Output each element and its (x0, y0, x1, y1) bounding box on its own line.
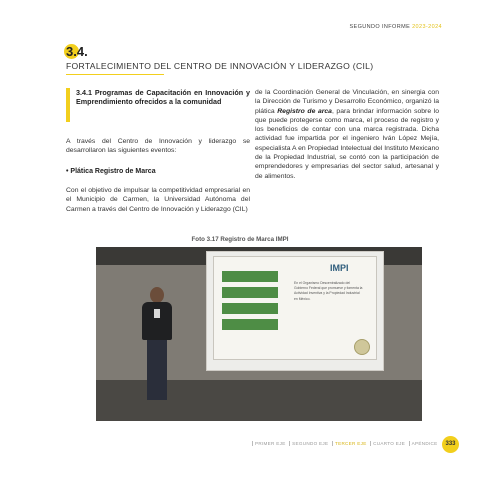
footer-tab[interactable]: APÉNDICE (409, 441, 440, 446)
slide-green-box (222, 303, 278, 314)
speaker-head (150, 287, 164, 303)
footer-tab[interactable]: SEGUNDO EJE (289, 441, 330, 446)
footer-tab[interactable]: CUARTO EJE (370, 441, 407, 446)
footer-tab-active[interactable]: TERCER EJE (332, 441, 369, 446)
section-number: 3.4. (66, 44, 88, 59)
slide-text: En el Organismo Descentralizado del Gobierno Federal que promueve y fomenta la Actividad Inventiva y la Propiedad Industrial en México. (294, 281, 363, 301)
photo-caption: Foto 3.17 Registro de Marca IMPI (191, 236, 289, 243)
header-label: SEGUNDO INFORME (349, 24, 411, 30)
photo-floor (96, 380, 422, 421)
speaker-badge (154, 309, 160, 318)
speaker-legs (147, 340, 167, 400)
presentation-slide (213, 256, 377, 360)
section-rule (66, 74, 164, 75)
slide-green-box (222, 271, 278, 282)
objective-paragraph: Con el objetivo de impulsar la competitividad empresarial en el Municipio de Carmen, la Universidad Autónoma del Carmen a través del Centro de Innovación y Liderazgo (CIL) (66, 187, 250, 213)
slide-green-box (222, 287, 278, 298)
intro-paragraph: A través del Centro de Innovación y liderazgo se desarrollaron las siguientes eventos: (66, 138, 250, 155)
footer-tab[interactable]: PRIMER EJE (252, 441, 288, 446)
footer-nav (252, 441, 440, 446)
speaker-torso (142, 302, 172, 340)
section-title: FORTALECIMIENTO DEL CENTRO DE INNOVACIÓN Y LIDERAZGO (CIL) (66, 61, 374, 71)
right-text-bold: Registro de arca (277, 107, 332, 115)
slide-logo: IMPI (330, 263, 349, 273)
bullet-item: • Plática Registro de Marca (66, 168, 156, 175)
subsection-accent-bar (66, 88, 70, 122)
subsection-heading: 3.4.1 Programas de Capacitación en Innovación y Emprendimiento ofrecidos a la comunidad (76, 88, 250, 107)
event-photo (96, 247, 422, 421)
projection-screen (206, 251, 384, 371)
right-text-before: de la Coordinación General de Vinculación, en sinergia con la Dirección de Turismo y Desarrollo Económico, organizó la plática (255, 89, 439, 115)
running-header (349, 24, 442, 30)
header-years: 2023-2024 (412, 24, 442, 30)
right-column-paragraph (255, 88, 439, 181)
right-text-after: , para brindar información sobre lo que puede protegerse como marca, el proceso de registro y los beneficios de contar con una marca registrada. Dicha actividad fue impartida por el ingeniero Iván López Mejía, especialista A en Propiedad Intelectual del Instituto Mexicano de la Propiedad Industrial, se contó con la participación de emprendedores y empresarias del sector salud, artesanal y de alimentos. (255, 107, 440, 180)
page-number: 333 (442, 436, 459, 453)
slide-green-box (222, 319, 278, 330)
slide-seal-icon (354, 339, 370, 355)
